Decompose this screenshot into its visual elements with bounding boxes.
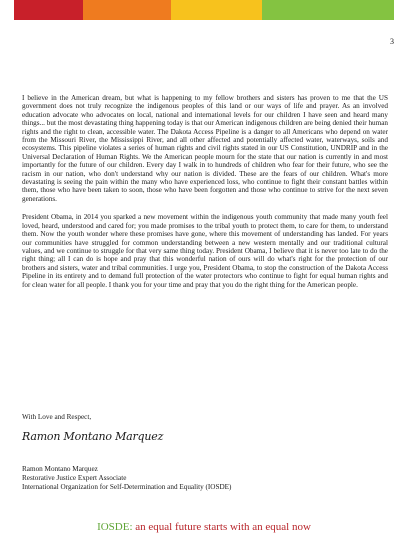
signer-organization: International Organization for Self-Determination and Equality (IOSDE) bbox=[22, 483, 232, 491]
color-bar-yellow-segment bbox=[171, 0, 262, 20]
page-number: 3 bbox=[390, 37, 394, 46]
footer-tagline bbox=[0, 521, 408, 533]
signer-name: Ramon Montano Marquez bbox=[22, 465, 98, 473]
footer-brand: IOSDE: bbox=[97, 521, 133, 533]
footer-slogan: an equal future starts with an equal now bbox=[132, 521, 311, 533]
signer-title: Restorative Justice Expert Associate bbox=[22, 474, 127, 482]
letter-paragraph: I believe in the American dream, but what is happening to my fellow brothers and sisters has proven to me that the US government does not truly recognize the indigenous peoples of this land or our ways of life and prayer. As an involved education advocate who advocates on local, national and international levels for our children I have seen and heard many things... but the most devastating thing happening today is that our American indigenous children are being denied their human rights and the right to clean, accessible water. The Dakota Access Pipeline is a danger to all Americans who depend on water from the Missouri River, the Mississippi River, and all other affected and potentially affected water, waterways, soils and ecosystems. This pipeline violates a series of human rights and civil rights stated in our US Constitution, UNDRIP and in the Universal Declaration of Human Rights. We the American people mourn for the state that our nation is currently in and most importantly for the future of our children. Every day I walk in to hundreds of children who fear for their future, who see the racism in our nation, who don't understand why our nation is divided. These are the fears of our children. What's more devastating is seeing the pain within the many who have experienced loss, who continue to fight their constant battles within them, those who have been taken to soon, those who have been forgotten and those who continue to strive for the next seven generations. bbox=[22, 94, 388, 203]
color-bar-orange-segment bbox=[83, 0, 171, 20]
signature-block bbox=[22, 465, 231, 492]
letter-body bbox=[22, 94, 388, 299]
header-color-bar bbox=[14, 0, 394, 20]
color-bar-green-segment bbox=[262, 0, 394, 20]
color-bar-red-segment bbox=[14, 0, 83, 20]
letter-paragraph: President Obama, in 2014 you sparked a new movement within the indigenous youth community that made many youth feel loved, heard, understood and cared for; you made promises to the tribal youth to protect them, to care for them, to understand them. Now the youth wonder where these promises have gone, where this movement of understanding has landed. For years our communities have struggled for common understanding between a new western mentally and our traditional cultural values, and we continue to struggle for that very same thing today. President Obama, I believe that it is never too late to do the right thing; all I can do is hope and pray that this wonderful nation of ours will do what's right for the protection of our brothers and sisters, water and tribal communities. I urge you, President Obama, to stop the construction of the Dakota Access Pipeline in its entirety and to demand full protection of the water protectors who continue to fight for equal human rights and for clean water for all people. I thank you for your time and pray that you do the right thing for the American people. bbox=[22, 213, 388, 289]
letter-closing: With Love and Respect, bbox=[22, 413, 92, 421]
handwritten-signature: Ramon Montano Marquez bbox=[22, 430, 164, 443]
